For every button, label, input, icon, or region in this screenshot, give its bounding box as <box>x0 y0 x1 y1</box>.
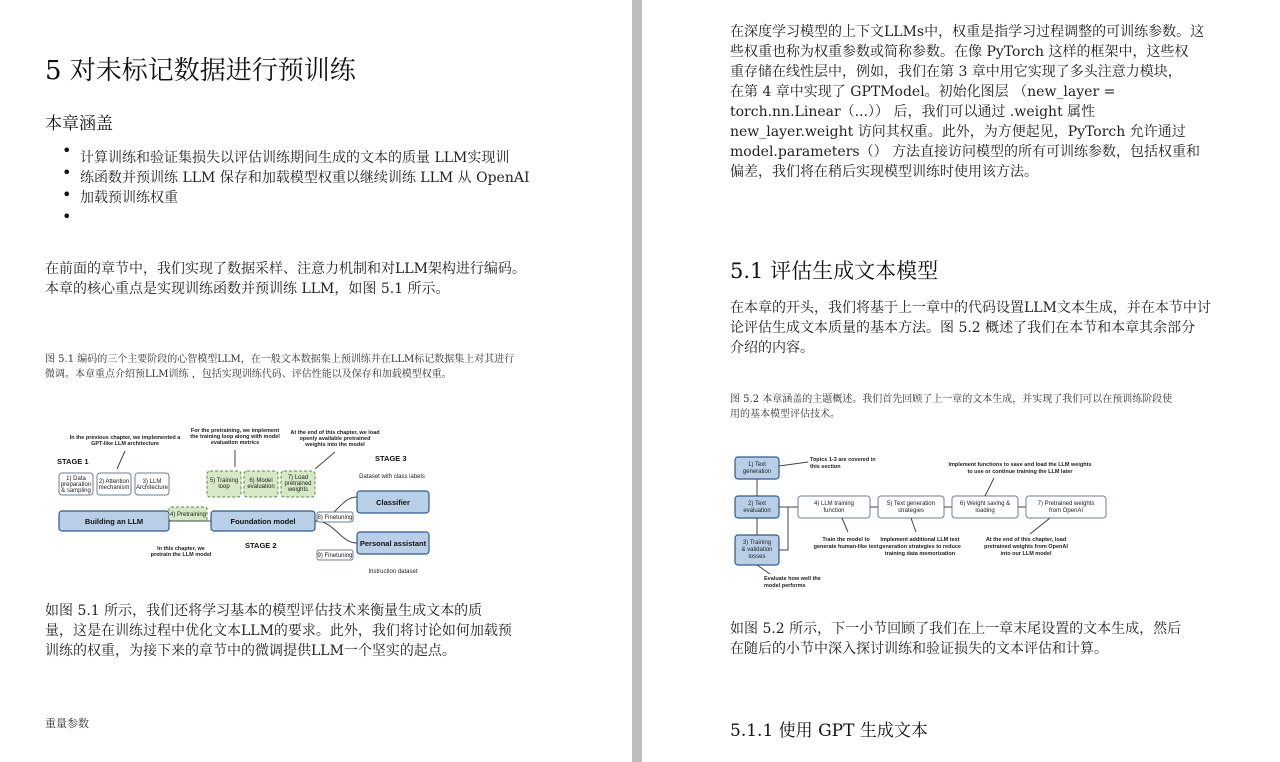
text-line: 介绍的内容。 <box>730 340 814 356</box>
bullet-line: 练函数并预训练 LLM 保存和加载模型权重以继续训练 LLM 从 OpenAI <box>80 170 530 186</box>
after-figure-paragraph <box>45 601 605 661</box>
fig2-box-generation-strategies-label: 5) Text generation strategies <box>887 501 935 514</box>
figure-5-1-caption <box>45 352 605 382</box>
fig1-box-model-evaluation-label: 6) Model evaluation <box>247 478 275 490</box>
fig1-box-foundation-model-label: Foundation model <box>230 517 296 526</box>
fig2-annotation-evaluate: Evaluate how well the model performs <box>764 576 821 589</box>
fig1-box-finetuning-top-label: 8) Finetuning <box>317 515 353 521</box>
fig2-box-text-evaluation <box>735 496 779 518</box>
text-line: 本章的核心重点是实现训练函数并预训练 LLM，如图 5.1 所示。 <box>45 281 450 297</box>
fig1-box-data-preparation-label: 1) Data preparation & sampling <box>60 476 92 494</box>
caption-line: 用的基本模型评估技术。 <box>730 409 840 420</box>
after-figure-paragraph-right <box>730 619 1260 659</box>
fig1-connector <box>117 451 125 469</box>
chapter-title: 5 对未标记数据进行预训练 <box>45 56 356 86</box>
text-line: 在深度学习模型的上下文LLMs中，权重是指学习过程调整的可训练参数。这 <box>730 24 1205 40</box>
fig2-box-training-function-label: 4) LLM training function <box>813 501 855 514</box>
text-line: 在第 4 章中实现了 GPTModel。初始化图层 （new_layer = <box>730 84 1116 100</box>
fig2-box-text-generation-label: 1) Text generation <box>742 462 772 475</box>
fig1-box-training-loop-label: 5) Training loop <box>209 478 239 490</box>
fig1-annotation-pretraining: For the pretraining, we implement the training loop along with model evaluation metrics <box>190 428 280 446</box>
fig2-box-training-function <box>798 496 870 518</box>
fig2-annotation-end: At the end of this chapter, load pretrained weights from OpenAI into our LLM model <box>984 537 1068 557</box>
fig2-annotation-train: Train the model to generate human-like text <box>813 537 879 550</box>
fig1-annotation-end: At the end of this chapter, we load openly available pretrained weights into the model <box>290 430 380 448</box>
bullet-text <box>80 148 560 208</box>
fig2-box-weight-saving-label: 6) Weight saving & loading <box>959 501 1011 514</box>
stage-3-label: STAGE 3 <box>375 454 407 463</box>
fig1-instruction-dataset: Instruction dataset <box>368 569 418 575</box>
fig1-arrow <box>315 521 357 543</box>
fig2-annotation-save: Implement functions to save and load the LLM weights to use or continue training the LLM later <box>948 462 1092 475</box>
right-page <box>642 0 1280 762</box>
fig2-box-pretrained-weights <box>1026 496 1106 518</box>
text-line: 在前面的章节中，我们实现了数据采样、注意力机制和对LLM架构进行编码。 <box>45 261 526 277</box>
fig2-box-generation-strategies <box>878 496 944 518</box>
fig1-box-architecture-label: 3) LLM Architecture <box>135 479 169 491</box>
footer-label: 重量参数 <box>45 717 89 730</box>
text-line: 论评估生成文本质量的基本方法。图 5.2 概述了我们在本节和本章其余部分 <box>730 320 1196 336</box>
text-line: 训练的权重，为接下来的章节中的微调提供LLM一个坚实的起点。 <box>45 643 456 659</box>
fig2-connector <box>842 518 848 532</box>
stage-2-label: STAGE 2 <box>245 541 277 550</box>
fig2-connector <box>911 518 916 532</box>
fig1-box-pretraining-label: 4) Pretraining <box>169 512 207 518</box>
page-divider[interactable] <box>632 0 642 762</box>
fig2-box-pretrained-weights-label: 7) Pretrained weights from OpenAI <box>1037 501 1095 514</box>
figure-5-2-diagram <box>730 452 1150 596</box>
fig2-connector <box>779 462 808 466</box>
caption-line: 图 5.2 本章涵盖的主题概述。我们首先回顾了上一章的文本生成，并实现了我们可以在预训练阶段使 <box>730 394 1173 405</box>
caption-line: 微调。本章重点介绍预LLM训练 ，包括实现训练代码、评估性能以及保存和加载模型权重。 <box>45 369 452 380</box>
fig2-annotation-topics: Topics 1-3 are covered in this section <box>810 457 876 470</box>
fig2-annotation-strategies: Implement additional LLM text generation strategies to reduce training data memorization <box>879 537 961 557</box>
stage-1-label: STAGE 1 <box>57 457 89 466</box>
text-line: torch.nn.Linear（...）） 后，我们可以通过 .weight 属性 <box>730 104 1096 120</box>
fig1-box-finetuning-bottom-label: 9) Finetuning <box>317 553 353 559</box>
text-line: 重存储在线性层中，例如，我们在第 3 章中用它实现了多头注意力模块， <box>730 64 1182 80</box>
fig2-box-text-generation <box>735 457 779 479</box>
fig2-connector <box>1030 518 1050 534</box>
fig2-arrow <box>779 507 798 550</box>
fig2-connector <box>757 565 770 574</box>
left-page <box>0 0 632 762</box>
fig1-annotation-previous: In the previous chapter, we implemented a GPT-like LLM architecture <box>69 435 181 447</box>
figure-5-2-caption <box>730 392 1250 422</box>
bullet-line: 计算训练和验证集损失以评估训练期间生成的文本的质量 LLM实现训 <box>80 150 510 166</box>
section-paragraph <box>730 298 1260 358</box>
fig1-box-load-weights-label: 7) Load pretrained weights <box>284 475 312 493</box>
text-line: 量，这是在训练过程中优化文本LLM的要求。此外，我们将讨论如何加载预 <box>45 623 512 639</box>
fig2-box-text-evaluation-label: 2) Text evaluation <box>743 501 771 514</box>
subsection-title: 5.1.1 使用 GPT 生成文本 <box>730 721 928 741</box>
intro-paragraph <box>45 259 605 299</box>
bullet-markers: • • • • <box>62 141 72 226</box>
fig2-connector <box>985 478 994 496</box>
text-line: 些权重也称为权重参数或简称参数。在像 PyTorch 这样的框架中，这些权 <box>730 44 1189 60</box>
text-line: 如图 5.1 所示，我们还将学习基本的模型评估技术来衡量生成文本的质 <box>45 603 483 619</box>
fig2-box-weight-saving <box>952 496 1018 518</box>
fig1-annotation-this-chapter: In this chapter, we pretrain the LLM model <box>150 546 212 558</box>
figure-5-1-diagram <box>45 425 440 580</box>
fig1-box-attention-label: 2) Attention mechanism <box>98 479 130 491</box>
fig1-box-personal-assistant-label: Personal assistant <box>359 539 427 548</box>
text-line: 偏差，我们将在稍后实现模型训练时使用该方法。 <box>730 164 1038 180</box>
text-line: 在本章的开头，我们将基于上一章中的代码设置LLM文本生成，并在本节中讨 <box>730 300 1211 316</box>
section-title: 5.1 评估生成文本模型 <box>730 259 939 283</box>
weights-paragraph <box>730 22 1260 182</box>
text-line: 在随后的小节中深入探讨训练和验证损失的文本评估和计算。 <box>730 641 1108 657</box>
bullet-line: 加载预训练权重 <box>80 190 178 206</box>
fig1-box-classifier-label: Classifier <box>376 498 410 507</box>
text-line: new_layer.weight 访问其权重。此外，为方便起见，PyTorch 允许通过 <box>730 124 1186 140</box>
fig2-box-losses-label: 3) Training & validation losses <box>741 540 773 560</box>
text-line: 如图 5.2 所示，下一小节回顾了我们在上一章末尾设置的文本生成，然后 <box>730 621 1182 637</box>
fig1-box-building-llm-label: Building an LLM <box>84 517 144 526</box>
covers-heading: 本章涵盖 <box>45 114 113 134</box>
fig1-connector <box>315 452 335 469</box>
caption-line: 图 5.1 编码的三个主要阶段的心智模型LLM，在一般文本数据集上预训练并在LLM标记数据集上对其进行 <box>45 354 515 365</box>
text-line: model.parameters（） 方法直接访问模型的所有可训练参数，包括权重和 <box>730 144 1201 160</box>
fig1-dataset-labels: Dataset with class labels <box>359 474 425 480</box>
